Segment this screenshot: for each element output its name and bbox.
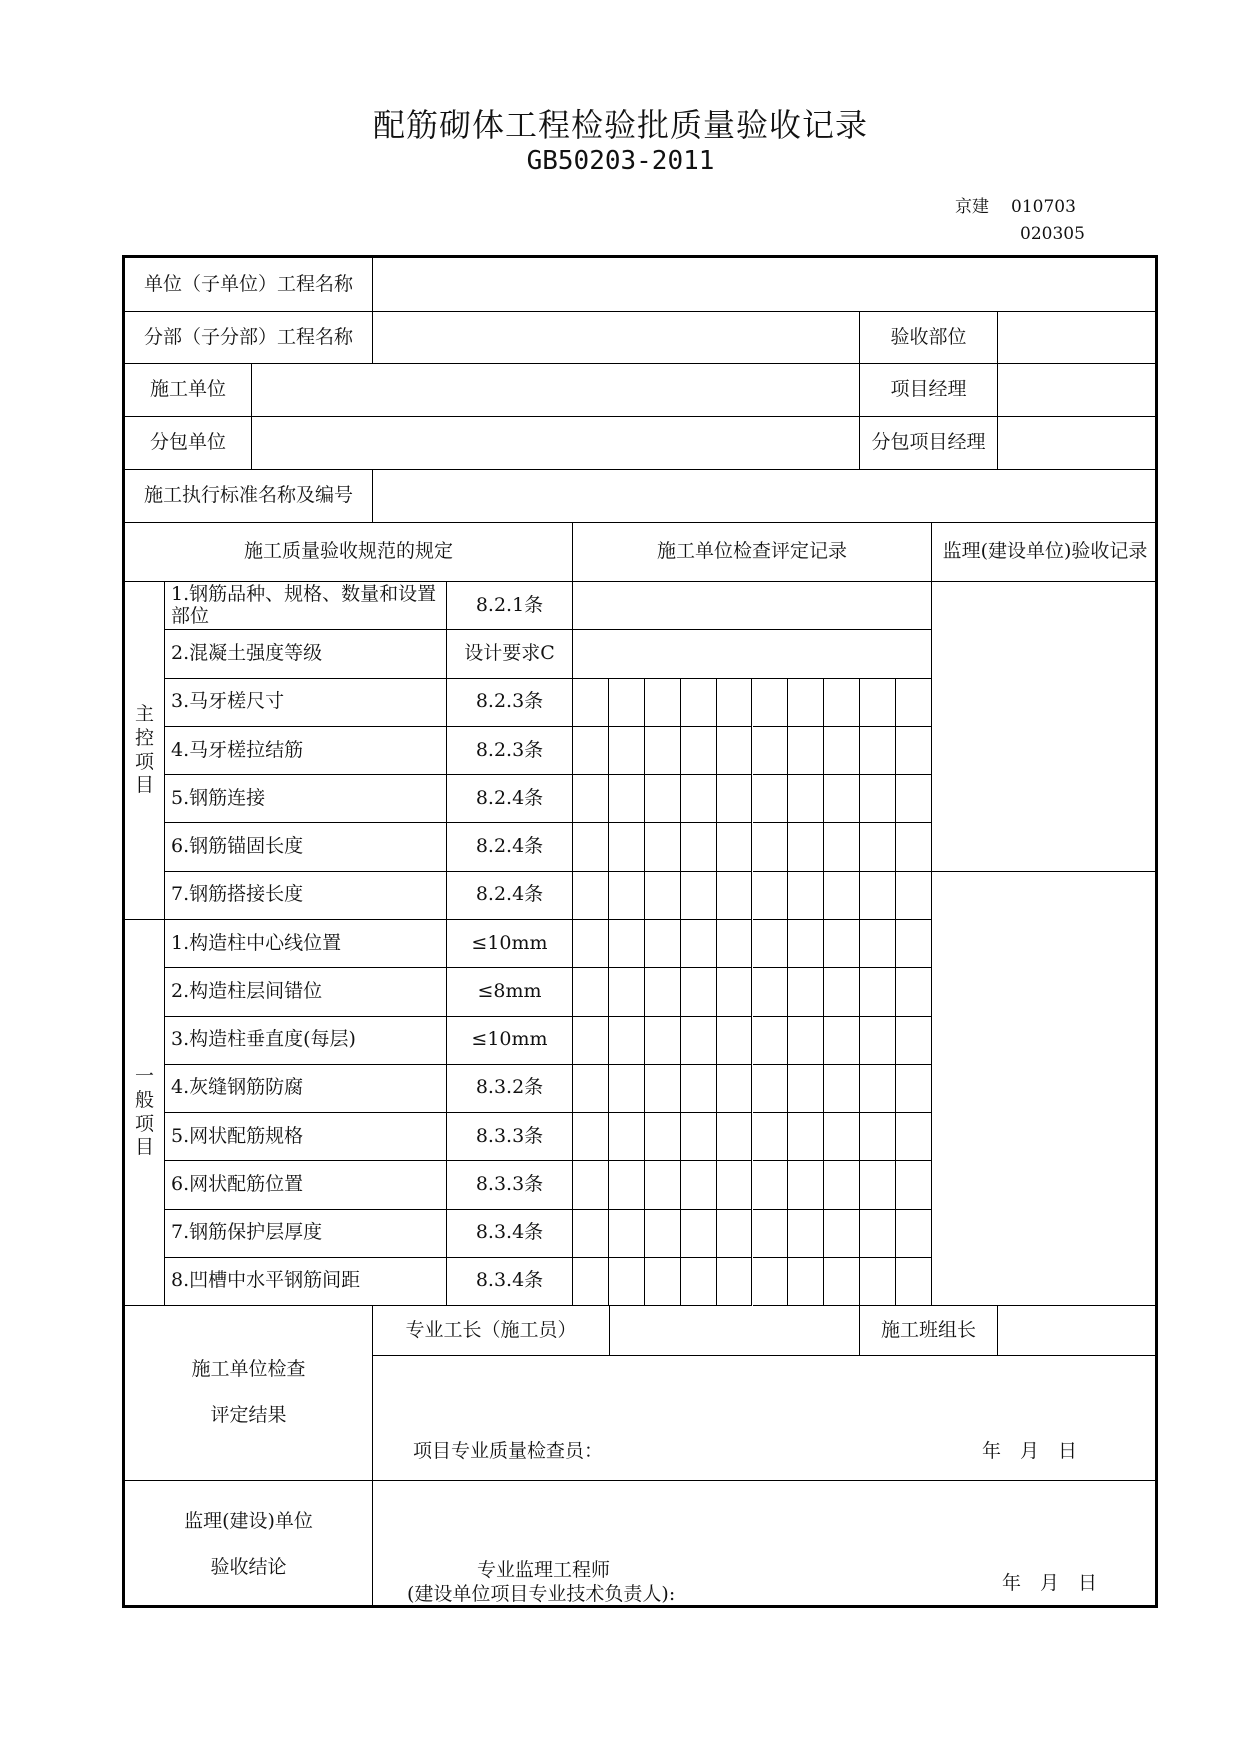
item-name: 3.构造柱垂直度(每层) xyxy=(165,1017,447,1065)
record-cell[interactable] xyxy=(896,872,932,920)
record-cell[interactable] xyxy=(753,679,789,727)
record-cell[interactable] xyxy=(860,727,896,775)
record-cell[interactable] xyxy=(717,727,753,775)
standard-number: GB50203-2011 xyxy=(526,146,715,176)
page-title: 配筋砌体工程检验批质量验收记录 xyxy=(372,106,868,144)
item-name: 5.钢筋连接 xyxy=(165,775,447,823)
record-cell[interactable] xyxy=(573,1113,609,1161)
sub-project-value[interactable] xyxy=(373,312,860,364)
item-name: 7.钢筋保护层厚度 xyxy=(165,1210,447,1258)
item-name: 8.凹槽中水平钢筋间距 xyxy=(165,1258,447,1306)
record-cell[interactable] xyxy=(896,1161,932,1209)
record-cell[interactable] xyxy=(824,823,860,871)
record-cell[interactable] xyxy=(645,1258,681,1306)
record-cell[interactable] xyxy=(717,1017,753,1065)
standard-label: 施工执行标准名称及编号 xyxy=(125,470,373,523)
record-cell[interactable] xyxy=(645,1210,681,1258)
item-name: 3.马牙槎尺寸 xyxy=(165,679,447,727)
record-cell[interactable] xyxy=(645,775,681,823)
item-clause: 8.3.2条 xyxy=(447,1065,573,1113)
subcontract-unit-value[interactable] xyxy=(252,417,860,470)
record-cell[interactable] xyxy=(860,679,896,727)
record-cell[interactable] xyxy=(788,823,824,871)
record-cell[interactable] xyxy=(896,1113,932,1161)
record-cell[interactable] xyxy=(645,968,681,1016)
record-cell[interactable] xyxy=(860,920,896,968)
record-cell[interactable] xyxy=(609,968,645,1016)
record-cell[interactable] xyxy=(824,727,860,775)
record-cell[interactable] xyxy=(860,775,896,823)
record-cell[interactable] xyxy=(609,679,645,727)
record-cell[interactable] xyxy=(717,1113,753,1161)
unit-project-value[interactable] xyxy=(373,258,1158,312)
record-cell[interactable] xyxy=(681,1113,717,1161)
code-prefix: 京建 xyxy=(955,197,989,217)
record-cell[interactable] xyxy=(645,920,681,968)
record-cell[interactable] xyxy=(681,679,717,727)
record-cell[interactable] xyxy=(681,1065,717,1113)
record-cell[interactable] xyxy=(788,1113,824,1161)
item-name: 7.钢筋搭接长度 xyxy=(165,872,447,920)
subcontract-unit-label: 分包单位 xyxy=(125,417,252,470)
record-cell[interactable] xyxy=(645,823,681,871)
item-name: 5.网状配筋规格 xyxy=(165,1113,447,1161)
item-name: 2.构造柱层间错位 xyxy=(165,968,447,1016)
record-cell[interactable] xyxy=(681,1017,717,1065)
record-cell[interactable] xyxy=(788,1065,824,1113)
record-cell[interactable] xyxy=(824,872,860,920)
record-cell[interactable] xyxy=(717,1065,753,1113)
item-name: 1.构造柱中心线位置 xyxy=(165,920,447,968)
record-cell[interactable] xyxy=(609,1210,645,1258)
contractor-result-label-2: 评定结果 xyxy=(210,1404,287,1426)
supervisor-conclusion-label-2: 验收结论 xyxy=(210,1555,287,1578)
record-cell[interactable] xyxy=(645,872,681,920)
record-cell[interactable] xyxy=(609,727,645,775)
subcontract-manager-label: 分包项目经理 xyxy=(860,417,998,470)
record-cell[interactable] xyxy=(896,1258,932,1306)
project-manager-value[interactable] xyxy=(998,364,1158,417)
record-cell[interactable] xyxy=(824,1065,860,1113)
construction-unit-value[interactable] xyxy=(252,364,860,417)
item-name: 4.马牙槎拉结筋 xyxy=(165,727,447,775)
supervisor-conclusion-label xyxy=(125,1481,373,1608)
record-cell[interactable] xyxy=(609,1017,645,1065)
record-cell[interactable] xyxy=(573,679,609,727)
record-cell[interactable] xyxy=(896,775,932,823)
project-manager-label: 项目经理 xyxy=(860,364,998,417)
record-cell[interactable] xyxy=(645,679,681,727)
record-cell[interactable] xyxy=(609,1065,645,1113)
record-cell[interactable] xyxy=(896,679,932,727)
group-char: 一 xyxy=(134,1065,154,1087)
record-cell[interactable] xyxy=(573,775,609,823)
record-cell[interactable] xyxy=(788,968,824,1016)
record-cell[interactable] xyxy=(753,1161,789,1209)
item-name: 6.钢筋锚固长度 xyxy=(165,823,447,871)
record-cell[interactable] xyxy=(788,872,824,920)
record-cell[interactable] xyxy=(609,872,645,920)
record-cell[interactable] xyxy=(753,920,789,968)
record-cell[interactable] xyxy=(824,920,860,968)
record-cell[interactable] xyxy=(896,920,932,968)
record-cell[interactable] xyxy=(681,1210,717,1258)
standard-value[interactable] xyxy=(373,470,1158,523)
record-cell[interactable] xyxy=(788,727,824,775)
supervisor-record-header: 监理(建设单位)验收记录 xyxy=(932,523,1158,582)
contractor-result-label xyxy=(125,1306,373,1481)
foreman-label: 专业工长（施工员） xyxy=(373,1306,610,1356)
record-cell[interactable] xyxy=(824,775,860,823)
team-leader-value[interactable] xyxy=(998,1306,1158,1356)
record-cell[interactable] xyxy=(788,679,824,727)
record-cell[interactable] xyxy=(573,1258,609,1306)
record-cell[interactable] xyxy=(573,968,609,1016)
record-cell[interactable] xyxy=(753,1113,789,1161)
record-cell[interactable] xyxy=(788,775,824,823)
record-cell[interactable] xyxy=(860,1113,896,1161)
record-cell[interactable] xyxy=(645,1017,681,1065)
record-cell[interactable] xyxy=(609,1258,645,1306)
record-cell[interactable] xyxy=(717,679,753,727)
record-cell[interactable] xyxy=(753,775,789,823)
group-char: 目 xyxy=(134,774,154,797)
record-cell[interactable] xyxy=(573,823,609,871)
record-cell[interactable] xyxy=(573,872,609,920)
record-cell[interactable] xyxy=(753,1258,789,1306)
item-clause: 8.3.3条 xyxy=(447,1161,573,1209)
record-cell[interactable] xyxy=(753,727,789,775)
record-cell[interactable] xyxy=(681,1258,717,1306)
record-cell[interactable] xyxy=(681,920,717,968)
item-clause: 8.2.4条 xyxy=(447,775,573,823)
foreman-value[interactable] xyxy=(610,1306,860,1356)
record-cell[interactable] xyxy=(753,1065,789,1113)
sub-project-label: 分部（子分部）工程名称 xyxy=(125,312,373,364)
item-clause: 8.2.3条 xyxy=(447,679,573,727)
general-supervisor-record[interactable] xyxy=(932,872,1158,1306)
record-cell[interactable] xyxy=(753,968,789,1016)
record-cell[interactable] xyxy=(860,968,896,1016)
item-clause: 8.3.3条 xyxy=(447,1113,573,1161)
record-cell[interactable] xyxy=(896,727,932,775)
item-clause: ≤10mm xyxy=(447,1017,573,1065)
item-clause: 8.2.3条 xyxy=(447,727,573,775)
record-cell[interactable] xyxy=(896,1065,932,1113)
record-cell[interactable] xyxy=(645,1161,681,1209)
record-cell[interactable] xyxy=(573,1161,609,1209)
record-cell[interactable] xyxy=(681,823,717,871)
unit-project-label: 单位（子单位）工程名称 xyxy=(125,258,373,312)
record-cell[interactable] xyxy=(860,823,896,871)
record-cell[interactable] xyxy=(860,1017,896,1065)
record-cell[interactable] xyxy=(717,968,753,1016)
record-cell[interactable] xyxy=(717,775,753,823)
item-clause: 8.2.4条 xyxy=(447,823,573,871)
record-cell[interactable] xyxy=(609,823,645,871)
record-cell[interactable] xyxy=(681,968,717,1016)
record-cell[interactable] xyxy=(573,1065,609,1113)
main-supervisor-record[interactable] xyxy=(932,582,1158,872)
spec-header: 施工质量验收规范的规定 xyxy=(125,523,573,582)
record-cell[interactable] xyxy=(717,1161,753,1209)
record-cell[interactable] xyxy=(645,1065,681,1113)
record-cell[interactable] xyxy=(717,823,753,871)
record-cell[interactable] xyxy=(860,1065,896,1113)
inspector-label: 项目专业质量检查员： xyxy=(413,1440,604,1462)
form-code-2: 020305 xyxy=(1020,224,1085,244)
record-cell[interactable] xyxy=(860,1210,896,1258)
record-cell[interactable] xyxy=(609,920,645,968)
record-cell[interactable] xyxy=(717,1210,753,1258)
record-cell[interactable] xyxy=(573,582,932,630)
group-char: 主 xyxy=(134,703,154,725)
record-cell[interactable] xyxy=(681,872,717,920)
item-clause: 8.3.4条 xyxy=(447,1258,573,1306)
engineer-label-2: (建设单位项目专业技术负责人): xyxy=(407,1583,676,1605)
group-char: 般 xyxy=(134,1088,154,1111)
contractor-result-label-1: 施工单位检查 xyxy=(191,1358,306,1381)
contractor-record-header: 施工单位检查评定记录 xyxy=(573,523,932,582)
record-cell[interactable] xyxy=(788,1258,824,1306)
record-cell[interactable] xyxy=(896,1210,932,1258)
supervisor-conclusion-label-1: 监理(建设)单位 xyxy=(184,1509,313,1532)
record-cell[interactable] xyxy=(609,775,645,823)
record-cell[interactable] xyxy=(645,727,681,775)
team-leader-label: 施工班组长 xyxy=(860,1306,998,1356)
record-cell[interactable] xyxy=(573,1017,609,1065)
record-cell[interactable] xyxy=(896,823,932,871)
item-clause: 8.2.1条 xyxy=(447,582,573,630)
record-cell[interactable] xyxy=(681,727,717,775)
item-name: 4.灰缝钢筋防腐 xyxy=(165,1065,447,1113)
record-cell[interactable] xyxy=(824,1017,860,1065)
form-code-1 xyxy=(955,192,1076,217)
code-number-1: 010703 xyxy=(1011,197,1076,217)
item-clause: ≤10mm xyxy=(447,920,573,968)
record-cell[interactable] xyxy=(753,823,789,871)
conclusion-date: 年 月 日 xyxy=(1002,1572,1098,1594)
record-cell[interactable] xyxy=(860,1161,896,1209)
record-cell[interactable] xyxy=(645,1113,681,1161)
group-char: 控 xyxy=(134,726,154,749)
record-cell[interactable] xyxy=(788,1161,824,1209)
record-cell[interactable] xyxy=(824,679,860,727)
construction-unit-label: 施工单位 xyxy=(125,364,252,417)
accept-part-value[interactable] xyxy=(998,312,1158,364)
item-name: 6.网状配筋位置 xyxy=(165,1161,447,1209)
record-cell[interactable] xyxy=(573,1210,609,1258)
record-cell[interactable] xyxy=(681,1161,717,1209)
record-cell[interactable] xyxy=(573,630,932,678)
inspection-date: 年 月 日 xyxy=(982,1440,1078,1462)
record-cell[interactable] xyxy=(609,1161,645,1209)
item-clause: 8.3.4条 xyxy=(447,1210,573,1258)
record-cell[interactable] xyxy=(717,1258,753,1306)
record-cell[interactable] xyxy=(896,968,932,1016)
subcontract-manager-value[interactable] xyxy=(998,417,1158,470)
record-cell[interactable] xyxy=(609,1113,645,1161)
record-cell[interactable] xyxy=(788,920,824,968)
item-name: 1.钢筋品种、规格、数量和设置部位 xyxy=(165,582,447,630)
record-cell[interactable] xyxy=(681,775,717,823)
record-cell[interactable] xyxy=(824,968,860,1016)
record-cell[interactable] xyxy=(753,1017,789,1065)
item-clause: ≤8mm xyxy=(447,968,573,1016)
group-char: 项 xyxy=(134,750,154,773)
record-cell[interactable] xyxy=(896,1017,932,1065)
record-cell[interactable] xyxy=(717,920,753,968)
record-cell[interactable] xyxy=(573,727,609,775)
record-cell[interactable] xyxy=(860,1258,896,1306)
record-cell[interactable] xyxy=(573,920,609,968)
inspection-form xyxy=(122,255,1158,1608)
record-cell[interactable] xyxy=(860,872,896,920)
item-clause: 设计要求C xyxy=(447,630,573,678)
main-items-group xyxy=(125,582,165,920)
record-cell[interactable] xyxy=(788,1210,824,1258)
group-char: 项 xyxy=(134,1112,154,1135)
general-items-group xyxy=(125,920,165,1306)
record-cell[interactable] xyxy=(717,872,753,920)
record-cell[interactable] xyxy=(788,1017,824,1065)
record-cell[interactable] xyxy=(824,1113,860,1161)
record-cell[interactable] xyxy=(824,1161,860,1209)
record-cell[interactable] xyxy=(824,1210,860,1258)
record-cell[interactable] xyxy=(753,1210,789,1258)
record-cell[interactable] xyxy=(824,1258,860,1306)
group-char: 目 xyxy=(134,1136,154,1159)
item-clause: 8.2.4条 xyxy=(447,872,573,920)
accept-part-label: 验收部位 xyxy=(860,312,998,364)
record-cell[interactable] xyxy=(753,872,789,920)
item-name: 2.混凝土强度等级 xyxy=(165,630,447,678)
engineer-label-1: 专业监理工程师 xyxy=(477,1559,611,1581)
